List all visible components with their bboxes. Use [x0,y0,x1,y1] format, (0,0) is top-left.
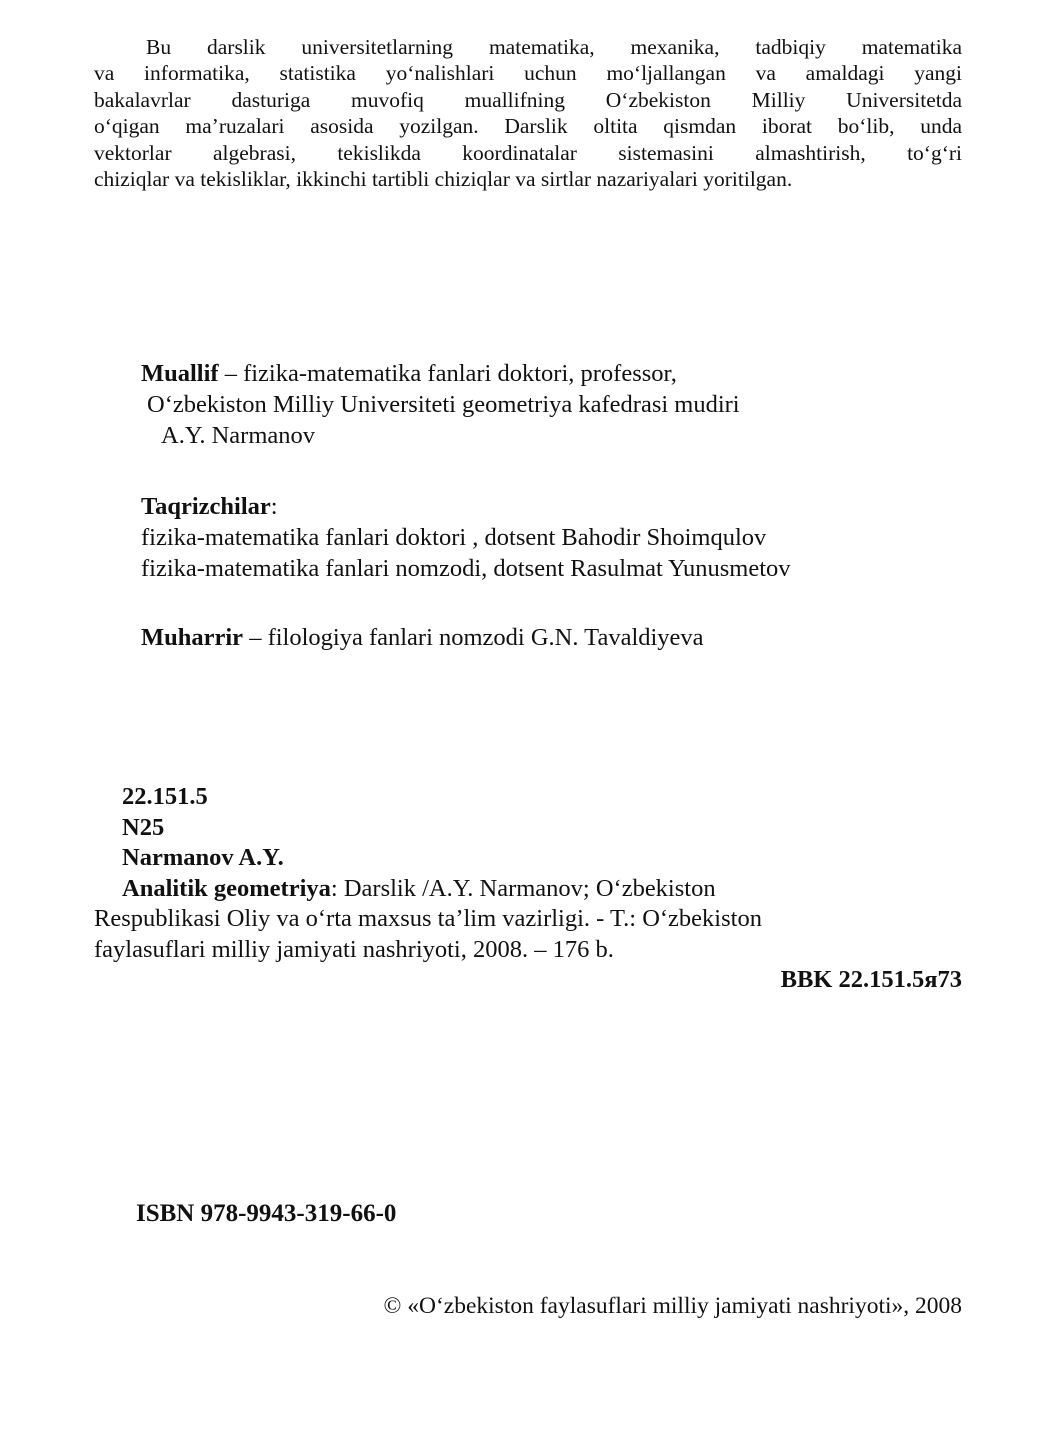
abstract-line: Bu darslik universitetlarning matematika, mexanika, tadbiqiy matematika [146,35,962,59]
catalog-record [94,782,962,996]
reviewers-colon: : [270,493,278,520]
editor-dash: – [243,624,268,651]
reviewer-item: fizika-matematika fanlari nomzodi, dotsent Rasulmat Yunusmetov [141,555,791,582]
author-label: Muallif [141,360,219,387]
bbk-code: BBK 22.151.5я73 [780,966,962,993]
abstract-paragraph [94,34,962,192]
catalog-description: : Darslik /A.Y. Narmanov; O‘zbekiston [330,874,716,902]
author-name: A.Y. Narmanov [161,422,316,449]
author-dash: – [218,360,244,387]
catalog-description-line2: Respublikasi Oliy va o‘rta maxsus ta’lim vazirligi. - T.: O‘zbekiston [94,905,762,932]
isbn: ISBN 978-9943-319-66-0 [136,1200,397,1227]
catalog-author: Narmanov A.Y. [122,844,284,871]
catalog-description-line3: faylasuflari milliy jamiyati nashriyoti, 2008. – 176 b. [94,935,614,963]
abstract-line: o‘qigan ma’ruzalari asosida yozilgan. Darslik oltita qismdan iborat bo‘lib, unda [94,114,962,139]
abstract-line: vektorlar algebrasi, tekislikda koordinatalar sistemasini almashtirish, to‘g‘ri [94,140,962,165]
author-block [141,358,740,451]
catalog-title-line [94,874,962,905]
catalog-title: Analitik geometriya [122,874,331,902]
author-title-line2: O‘zbekiston Milliy Universiteti geometriya kafedrasi mudiri [147,391,740,418]
reviewer-item: fizika-matematika fanlari doktori , dotsent Bahodir Shoimqulov [141,524,767,551]
reviewers-block [141,491,791,584]
abstract-line: bakalavrlar dasturiga muvofiq muallifning O‘zbekiston Milliy Universitetda [94,87,962,112]
abstract-line: va informatika, statistika yo‘nalishlari uchun mo‘ljallangan va amaldagi yangi [94,61,962,86]
reviewers-label: Taqrizchilar [141,493,271,520]
udc-code: 22.151.5 [122,783,208,810]
abstract-line: chiziqlar va tekisliklar, ikkinchi tartibli chiziqlar va sirtlar nazariyalari yoritilgan. [94,167,793,192]
editor-block [141,622,704,653]
copyright-notice: © «O‘zbekiston faylasuflari milliy jamiyati nashriyoti», 2008 [383,1293,962,1319]
editor-text: filologiya fanlari nomzodi G.N. Tavaldiyeva [267,624,704,651]
editor-label: Muharrir [141,624,244,651]
author-mark: N25 [122,813,165,841]
author-title-line1: fizika-matematika fanlari doktori, professor, [243,360,677,387]
